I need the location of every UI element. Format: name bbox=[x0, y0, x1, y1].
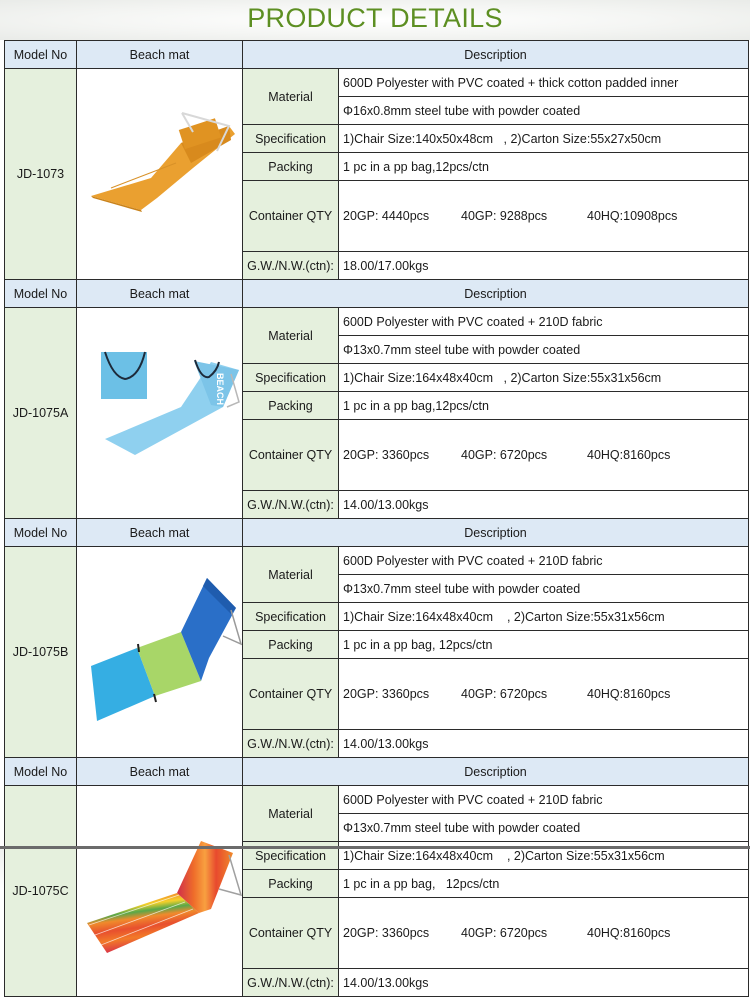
label-packing: Packing bbox=[243, 153, 339, 181]
label-container-qty: Container QTY bbox=[243, 659, 339, 730]
qty-40gp: 40GP: 6720pcs bbox=[461, 448, 548, 462]
label-weight: G.W./N.W.(ctn): bbox=[243, 969, 339, 997]
table-row bbox=[5, 308, 749, 336]
specification-value: 1)Chair Size:164x48x40cm , 2)Carton Size:55x31x56cm bbox=[339, 364, 749, 392]
label-packing: Packing bbox=[243, 392, 339, 420]
material-fabric: 600D Polyester with PVC coated + 210D fabric bbox=[339, 547, 749, 575]
qty-40hq: 40HQ:10908pcs bbox=[587, 209, 678, 223]
model-number: JD-1075A bbox=[5, 308, 77, 519]
orange-beach-mat-image bbox=[81, 88, 255, 260]
qty-20gp: 20GP: 3360pcs bbox=[343, 687, 430, 701]
table-header-row bbox=[5, 41, 749, 69]
label-material: Material bbox=[243, 786, 339, 842]
packing-value: 1 pc in a pp bag, 12pcs/ctn bbox=[339, 870, 749, 898]
header-description: Description bbox=[243, 41, 749, 69]
label-weight: G.W./N.W.(ctn): bbox=[243, 730, 339, 758]
container-qty-value bbox=[339, 181, 749, 252]
qty-40gp: 40GP: 6720pcs bbox=[461, 687, 548, 701]
table-row bbox=[5, 786, 749, 814]
container-qty-value bbox=[339, 659, 749, 730]
specification-value: 1)Chair Size:164x48x40cm , 2)Carton Size:55x31x56cm bbox=[339, 842, 749, 870]
header-model-no: Model No bbox=[5, 758, 77, 786]
label-material: Material bbox=[243, 547, 339, 603]
product-details-table bbox=[4, 40, 749, 997]
product-image bbox=[77, 786, 243, 997]
label-specification: Specification bbox=[243, 603, 339, 631]
qty-40gp: 40GP: 6720pcs bbox=[461, 926, 548, 940]
header-beach-mat: Beach mat bbox=[77, 519, 243, 547]
packing-value: 1 pc in a pp bag, 12pcs/ctn bbox=[339, 631, 749, 659]
header-model-no: Model No bbox=[5, 41, 77, 69]
qty-40hq: 40HQ:8160pcs bbox=[587, 926, 671, 940]
striped-beach-mat-image bbox=[81, 805, 255, 977]
specification-value: 1)Chair Size:140x50x48cm , 2)Carton Size:55x27x50cm bbox=[339, 125, 749, 153]
qty-40hq: 40HQ:8160pcs bbox=[587, 687, 671, 701]
header-beach-mat: Beach mat bbox=[77, 758, 243, 786]
weight-value: 18.00/17.00kgs bbox=[339, 252, 749, 280]
label-specification: Specification bbox=[243, 842, 339, 870]
header-description: Description bbox=[243, 758, 749, 786]
product-image bbox=[77, 547, 243, 758]
material-fabric: 600D Polyester with PVC coated + 210D fabric bbox=[339, 786, 749, 814]
packing-value: 1 pc in a pp bag,12pcs/ctn bbox=[339, 392, 749, 420]
label-packing: Packing bbox=[243, 870, 339, 898]
table-header-row bbox=[5, 758, 749, 786]
label-specification: Specification bbox=[243, 364, 339, 392]
weight-value: 14.00/13.00kgs bbox=[339, 491, 749, 519]
specification-value: 1)Chair Size:164x48x40cm , 2)Carton Size:55x31x56cm bbox=[339, 603, 749, 631]
header-model-no: Model No bbox=[5, 280, 77, 308]
label-container-qty: Container QTY bbox=[243, 898, 339, 969]
material-tube: Φ13x0.7mm steel tube with powder coated bbox=[339, 336, 749, 364]
header-description: Description bbox=[243, 280, 749, 308]
packing-value: 1 pc in a pp bag,12pcs/ctn bbox=[339, 153, 749, 181]
qty-20gp: 20GP: 4440pcs bbox=[343, 209, 430, 223]
header-description: Description bbox=[243, 519, 749, 547]
label-material: Material bbox=[243, 308, 339, 364]
product-image bbox=[77, 69, 243, 280]
qty-40gp: 40GP: 9288pcs bbox=[461, 209, 548, 223]
table-row bbox=[5, 69, 749, 97]
label-container-qty: Container QTY bbox=[243, 181, 339, 252]
label-material: Material bbox=[243, 69, 339, 125]
blue-beach-mat-image bbox=[81, 327, 255, 499]
material-fabric: 600D Polyester with PVC coated + 210D fabric bbox=[339, 308, 749, 336]
qty-40hq: 40HQ:8160pcs bbox=[587, 448, 671, 462]
label-weight: G.W./N.W.(ctn): bbox=[243, 252, 339, 280]
material-tube: Φ13x0.7mm steel tube with powder coated bbox=[339, 575, 749, 603]
table-header-row bbox=[5, 519, 749, 547]
table-header-row bbox=[5, 280, 749, 308]
page-title: PRODUCT DETAILS bbox=[247, 3, 503, 33]
weight-value: 14.00/13.00kgs bbox=[339, 730, 749, 758]
header-beach-mat: Beach mat bbox=[77, 280, 243, 308]
model-number: JD-1075C bbox=[5, 786, 77, 997]
label-container-qty: Container QTY bbox=[243, 420, 339, 491]
material-tube: Φ16x0.8mm steel tube with powder coated bbox=[339, 97, 749, 125]
container-qty-value bbox=[339, 420, 749, 491]
qty-20gp: 20GP: 3360pcs bbox=[343, 926, 430, 940]
label-packing: Packing bbox=[243, 631, 339, 659]
model-number: JD-1073 bbox=[5, 69, 77, 280]
qty-20gp: 20GP: 3360pcs bbox=[343, 448, 430, 462]
material-fabric: 600D Polyester with PVC coated + thick cotton padded inner bbox=[339, 69, 749, 97]
svg-text:BEACH: BEACH bbox=[215, 373, 225, 406]
label-specification: Specification bbox=[243, 125, 339, 153]
label-weight: G.W./N.W.(ctn): bbox=[243, 491, 339, 519]
header-model-no: Model No bbox=[5, 519, 77, 547]
header-beach-mat: Beach mat bbox=[77, 41, 243, 69]
model-number: JD-1075B bbox=[5, 547, 77, 758]
weight-value: 14.00/13.00kgs bbox=[339, 969, 749, 997]
tricolor-beach-mat-image bbox=[81, 566, 255, 738]
material-tube: Φ13x0.7mm steel tube with powder coated bbox=[339, 814, 749, 842]
table-row bbox=[5, 547, 749, 575]
container-qty-value bbox=[339, 898, 749, 969]
product-image bbox=[77, 308, 243, 519]
